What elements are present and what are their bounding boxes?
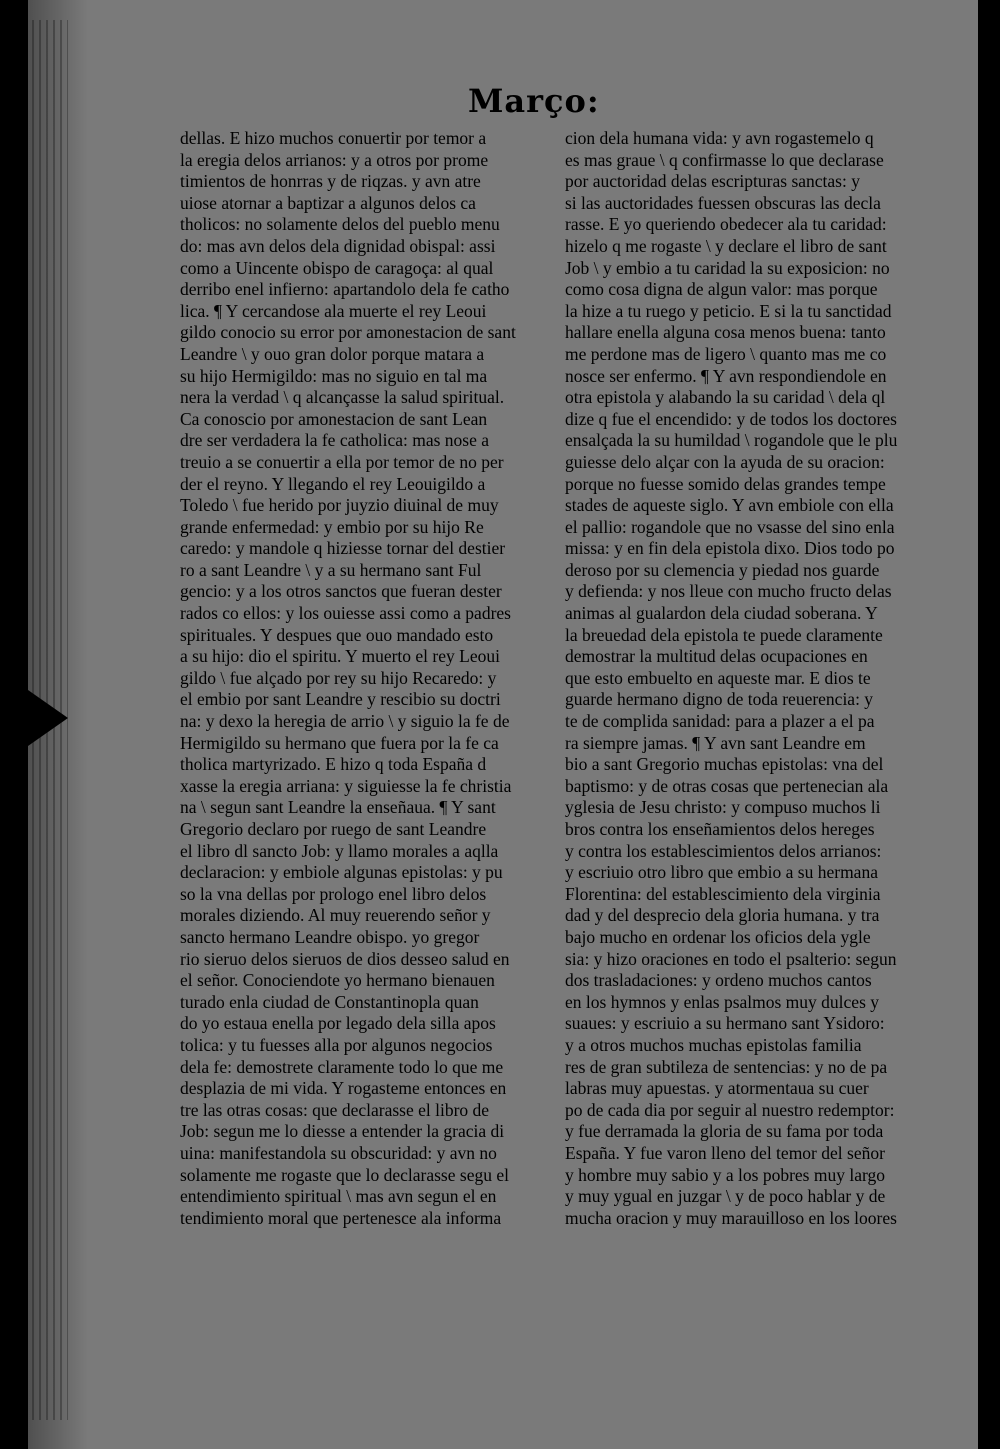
text-line: su hijo Hermigildo: mas no siguio en tal ma — [180, 365, 488, 386]
text-line: el señor. Conociendote yo hermano bienauen — [180, 970, 495, 991]
left-text-column — [180, 128, 560, 1229]
text-line: gildo \ fue alçado por rey su hijo Recaredo: y — [180, 667, 497, 688]
text-line: Job: segun me lo diesse a entender la gracia di — [180, 1121, 505, 1142]
text-line: y escriuio otro libro que embio a su hermana — [565, 862, 878, 883]
running-title: Março: — [468, 82, 600, 120]
text-line: na \ segun sant Leandre la enseñaua. ¶ Y sant — [180, 797, 496, 818]
text-line: nosce ser enfermo. ¶ Y avn respondiendole en — [565, 365, 887, 386]
text-line: si las auctoridades fuessen obscuras las decla — [565, 192, 881, 213]
text-line: la eregia delos arrianos: y a otros por prome — [180, 149, 489, 170]
text-line: missa: y en fin dela epistola dixo. Dios todo po — [565, 538, 895, 559]
text-line: ensalçada la su humildad \ rogandole que le plu — [565, 430, 898, 451]
text-line: demostrar la multitud delas ocupaciones en — [565, 646, 868, 667]
right-text-column — [565, 128, 945, 1229]
text-line: dela fe: demostrete claramente todo lo que me — [180, 1056, 504, 1077]
text-line: te de complida sanidad: para a plazer a el pa — [565, 711, 875, 732]
text-line: turado enla ciudad de Constantinopla quan — [180, 991, 479, 1012]
text-line: baptismo: y de otras cosas que pertenecian ala — [565, 775, 889, 796]
text-line: ra siempre jamas. ¶ Y avn sant Leandre em — [565, 732, 866, 753]
text-line: timientos de honrras y de riqzas. y avn atre — [180, 171, 481, 192]
text-line: porque no fuesse somido delas grandes tempe — [565, 473, 886, 494]
text-line: der el reyno. Y llegando el rey Leouigildo a — [180, 473, 486, 494]
text-line: Ca conoscio por amonestacion de sant Lean — [180, 408, 488, 429]
text-line: y hombre muy sabio y a los pobres muy largo — [565, 1164, 885, 1185]
text-line: nera la verdad \ q alcançasse la salud spiritual. — [180, 387, 505, 408]
text-line: me perdone mas de ligero \ quanto mas me co — [565, 343, 887, 364]
text-line: Gregorio declaro por ruego de sant Leandre — [180, 819, 487, 839]
text-line: stades de aqueste siglo. Y avn embiole con ella — [565, 495, 894, 516]
text-line: sancto hermano Leandre obispo. yo gregor — [180, 926, 480, 947]
text-line: es mas graue \ q confirmasse lo que declarase — [565, 149, 884, 170]
text-line: sia: y hizo oraciones en todo el psalterio: segun — [565, 948, 897, 969]
text-line: y a otros muchos muchas epistolas familia — [565, 1034, 862, 1055]
text-line: en los hymnos y enlas psalmos muy dulces y — [565, 991, 880, 1012]
text-line: rio sieruo delos sieruos de dios desseo salud en — [180, 948, 510, 969]
text-line: Hermigildo su hermano que fuera por la fe ca — [180, 732, 499, 753]
text-line: do: mas avn delos dela dignidad obispal: assi — [180, 235, 496, 256]
text-line: spirituales. Y despues que ouo mandado esto — [180, 624, 494, 645]
text-line: so la vna dellas por prologo enel libro delos — [180, 883, 487, 904]
text-line: gildo conocio su error por amonestacion de sant — [180, 322, 516, 343]
text-line: hallare enella alguna cosa menos buena: tanto — [565, 322, 886, 343]
text-line: declaracion: y embiole algunas epistolas: y pu — [180, 862, 503, 883]
text-line: morales diziendo. Al muy reuerendo señor y — [180, 905, 491, 926]
text-line: cion dela humana vida: y avn rogastemelo q — [565, 128, 874, 148]
text-line: hizelo q me rogaste \ y declare el libro de sant — [565, 235, 887, 256]
text-line: y muy ygual en juzgar \ y de poco hablar y de — [565, 1186, 886, 1207]
text-line: do yo estaua enella por legado dela silla apos — [180, 1013, 496, 1034]
text-line: mucha oracion y muy marauilloso en los loores — [565, 1207, 897, 1228]
text-line: po de cada dia por seguir al nuestro redemptor: — [565, 1099, 895, 1120]
text-line: rasse. E yo queriendo obedecer ala tu caridad: — [565, 214, 887, 235]
text-line: España. Y fue varon lleno del temor del señor — [565, 1142, 885, 1163]
text-line: dre ser verdadera la fe catholica: mas nose a — [180, 430, 490, 451]
text-line: tre las otras cosas: que declarasse el libro de — [180, 1099, 490, 1120]
text-line: como a Uincente obispo de caragoça: al qual — [180, 257, 494, 278]
text-line: res de gran subtileza de sentencias: y no de pa — [565, 1056, 888, 1077]
text-line: y contra los establescimientos delos arrianos: — [565, 840, 882, 861]
text-line: uiose atornar a baptizar a algunos delos ca — [180, 192, 476, 213]
text-line: bio a sant Gregorio muchas epistolas: vna del — [565, 754, 884, 775]
text-line: dad y del desprecio dela gloria humana. y tra — [565, 905, 880, 926]
text-line: tholicos: no solamente delos del pueblo menu — [180, 214, 500, 235]
text-line: por auctoridad delas escripturas sanctas: y — [565, 171, 860, 192]
text-line: guarde hermano digno de toda reuerencia: y — [565, 689, 874, 710]
page-tab-marker — [28, 690, 68, 746]
text-line: el pallio: rogandole que no vsasse del sino enla — [565, 516, 895, 537]
text-line: suaues: y escriuio a su hermano sant Ysidoro: — [565, 1013, 885, 1034]
text-line: dos trasladaciones: y ordeno muchos cantos — [565, 970, 872, 991]
text-line: tendimiento moral que pertenesce ala informa — [180, 1207, 502, 1228]
text-line: el libro dl sancto Job: y llamo morales a aqlla — [180, 840, 499, 861]
scan-edge-left — [0, 0, 30, 1449]
text-line: Florentina: del establescimiento dela virginia — [565, 883, 881, 904]
text-line: labras muy apuestas. y atormentaua su cuer — [565, 1078, 869, 1099]
text-line: uina: manifestandola su obscuridad: y avn no — [180, 1142, 497, 1163]
text-line: y fue derramada la gloria de su fama por toda — [565, 1121, 884, 1142]
text-line: caredo: y mandole q hiziesse tornar del destier — [180, 538, 506, 559]
text-line: dize q fue el encendido: y de todos los doctores — [565, 408, 897, 429]
text-line: solamente me rogaste que lo declarasse segu el — [180, 1164, 509, 1185]
text-line: yglesia de Jesu christo: y compuso muchos li — [565, 797, 881, 818]
text-line: ro a sant Leandre \ y a su hermano sant Ful — [180, 559, 482, 580]
text-line: Job \ y embio a tu caridad la su exposicion: no — [565, 257, 890, 278]
text-line: a su hijo: dio el spiritu. Y muerto el rey Leoui — [180, 646, 500, 667]
text-line: dellas. E hizo muchos conuertir por temor a — [180, 128, 487, 148]
text-line: la breuedad dela epistola te puede claramente — [565, 624, 883, 645]
text-line: otra epistola y alabando la su caridad \ dela ql — [565, 387, 886, 408]
text-line: bajo mucho en ordenar los oficios dela ygle — [565, 926, 871, 947]
text-line: grande enfermedad: y embio por su hijo Re — [180, 516, 484, 537]
text-line: bros contra los enseñamientos delos hereges — [565, 819, 875, 839]
text-line: xasse la eregia arriana: y siguiesse la fe christia — [180, 775, 512, 796]
text-line: Toledo \ fue herido por juyzio diuinal de muy — [180, 495, 499, 516]
text-line: deroso por su clemencia y piedad nos guarde — [565, 559, 880, 580]
text-line: entendimiento spiritual \ mas avn segun el en — [180, 1186, 497, 1207]
text-line: guiesse delo alçar con la ayuda de su oracion: — [565, 451, 885, 472]
text-line: Leandre \ y ouo gran dolor porque matara a — [180, 343, 485, 364]
book-page — [28, 0, 978, 1449]
text-line: tholica martyrizado. E hizo q toda España d — [180, 754, 487, 775]
text-line: el embio por sant Leandre y rescibio su doctri — [180, 689, 501, 710]
text-line: que esto embuelto en aqueste mar. E dios te — [565, 667, 871, 688]
text-line: tolica: y tu fuesses alla por algunos negocios — [180, 1034, 493, 1055]
text-line: la hize a tu ruego y peticio. E si la tu sanctidad — [565, 300, 892, 321]
text-line: rados co ellos: y los ouiesse assi como a padres — [180, 603, 511, 624]
text-line: desplazia de mi vida. Y rogasteme entonces en — [180, 1078, 507, 1099]
text-line: treuio a se conuertir a ella por temor de no per — [180, 451, 504, 472]
text-line: gencio: y a los otros sanctos que fueran dester — [180, 581, 502, 602]
text-line: lica. ¶ Y cercandose ala muerte el rey Leoui — [180, 300, 487, 321]
text-line: como cosa digna de algun valor: mas porque — [565, 279, 878, 300]
text-line: na: y dexo la heregia de arrio \ y siguio la fe de — [180, 711, 510, 732]
text-line: y defienda: y nos lleue con mucho fructo delas — [565, 581, 892, 602]
text-line: derribo enel infierno: apartandolo dela fe catho — [180, 279, 510, 300]
text-line: animas al gualardon dela ciudad soberana. Y — [565, 603, 878, 624]
